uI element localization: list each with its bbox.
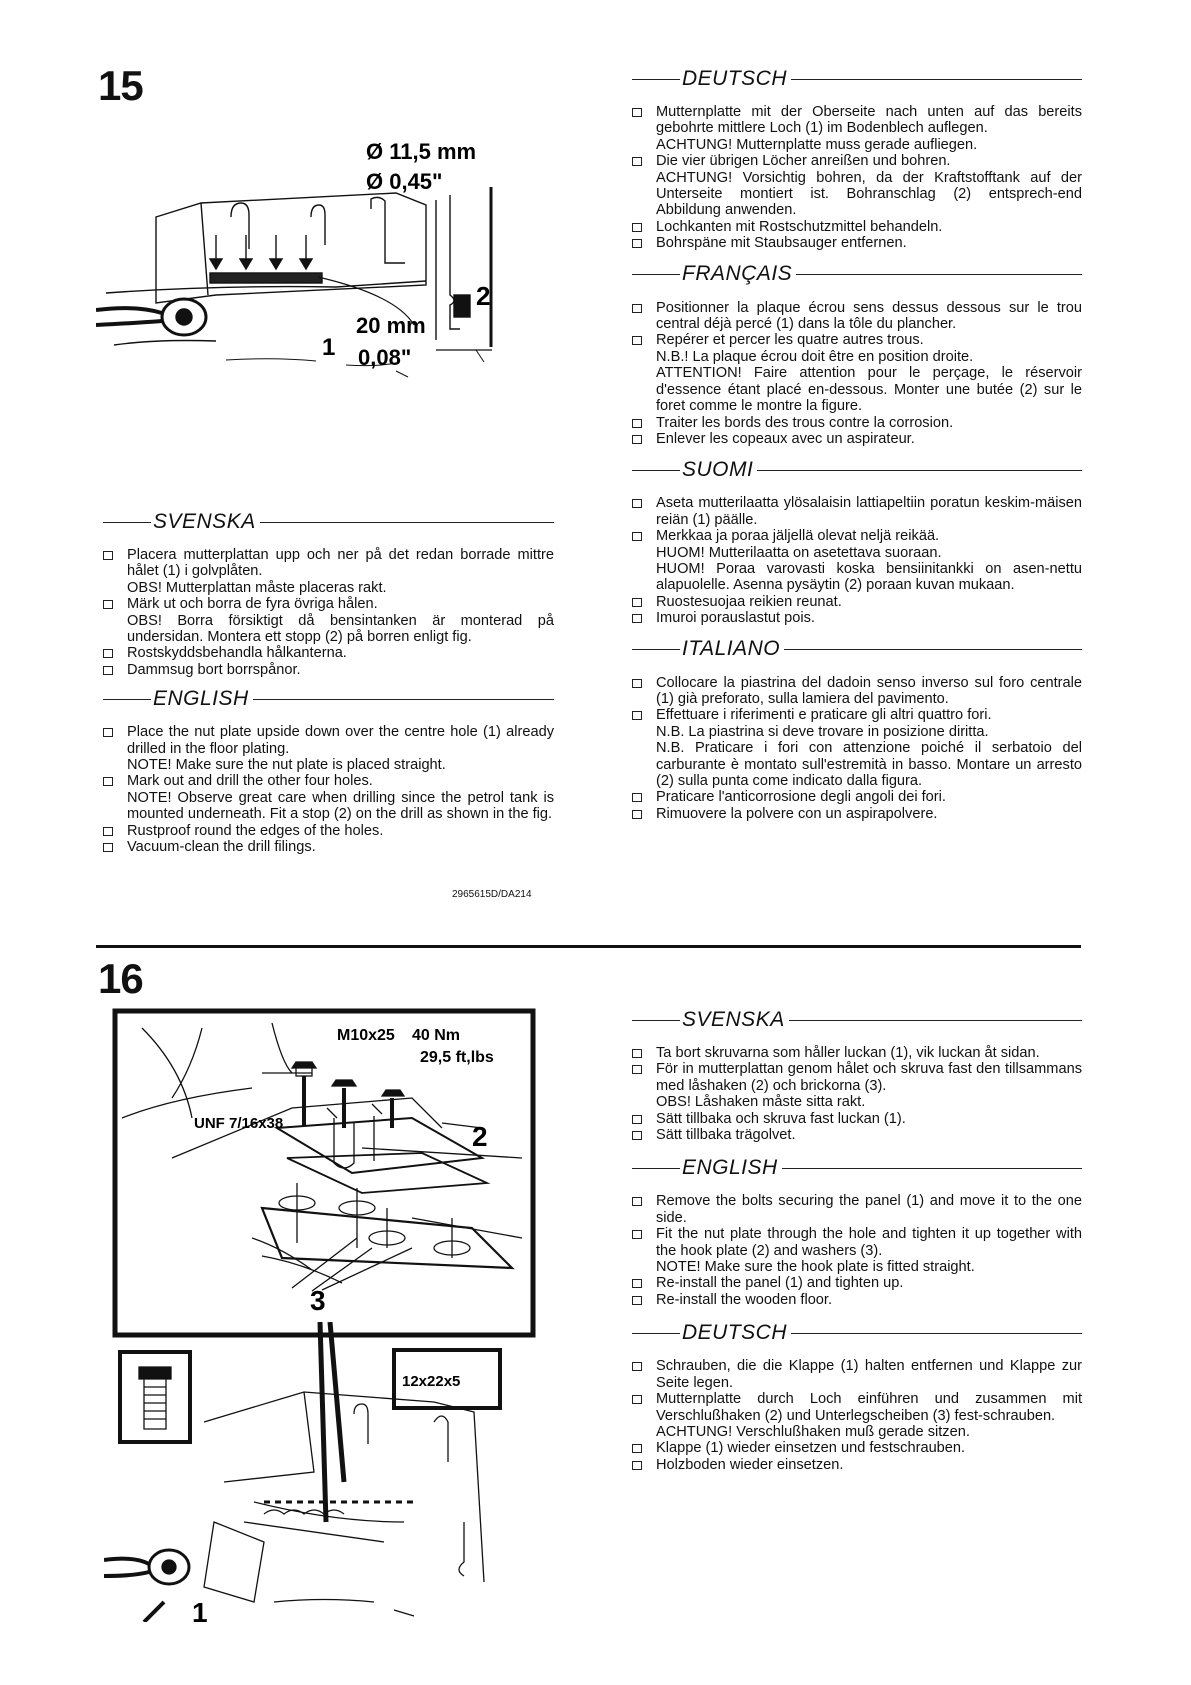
checkbox-icon xyxy=(632,1197,642,1206)
section-title: SUOMI xyxy=(682,458,754,482)
figure-15-drilling xyxy=(96,135,556,465)
list-item: Remove the bolts securing the panel (1) and move it to the one side. xyxy=(632,1193,1082,1226)
list-item: Vacuum-clean the drill filings. xyxy=(103,839,554,855)
figure-16-lower-assembly xyxy=(104,1322,534,1622)
checkbox-icon xyxy=(632,304,642,313)
list-item: Positionner la plaque écrou sens dessus dessous sur le trou central déjà percé (1) dans la tôle du plancher. xyxy=(632,300,1082,333)
list-item: Merkkaa ja poraa jäljellä olevat neljä reikää. HUOM! Mutterilaatta on asetettava suoraan. HUOM! Poraa varovasti koska bensiinitankki on asen-nettu alapuolelle. Asenna pysäytin (2) poraan kuvan mukaan. xyxy=(632,528,1082,594)
section-italiano xyxy=(632,637,1082,823)
drill-depth-mm: 20 mm xyxy=(356,313,426,338)
list-item: Effettuare i riferimenti e praticare gli altri quattro fori. N.B. La piastrina si deve trovare in posizione diritta. N.B. Praticare i fori con attenzione poiché il serbatoio del carburante è montato sull'estremità in basso. Montare un arresto (2) sulla punta come indicato dalla figura. xyxy=(632,707,1082,789)
checkbox-icon xyxy=(632,1362,642,1371)
drill-diameter-mm: Ø 11,5 mm xyxy=(366,139,477,164)
unf-spec-label: UNF 7/16x38 xyxy=(194,1115,284,1132)
drill-diameter-in: Ø 0,45" xyxy=(366,169,443,194)
checkbox-icon xyxy=(103,827,113,836)
list-item: Bohrspäne mit Staubsauger entfernen. xyxy=(632,235,1082,251)
callout-1: 1 xyxy=(322,334,336,361)
callout-1: 1 xyxy=(192,1597,208,1622)
list-item: Lochkanten mit Rostschutzmittel behandeln. xyxy=(632,219,1082,235)
section-title: DEUTSCH xyxy=(682,66,788,90)
checkbox-icon xyxy=(632,1230,642,1239)
step-divider xyxy=(96,945,1081,948)
checkbox-icon xyxy=(103,600,113,609)
checkbox-icon xyxy=(632,1115,642,1124)
drill-depth-in: 0,08" xyxy=(358,345,412,370)
checkbox-icon xyxy=(632,1279,642,1288)
step-number-15: 15 xyxy=(98,62,143,109)
checkbox-icon xyxy=(632,499,642,508)
list-item: För in mutterplattan genom hålet och skruva fast den tillsammans med låshaken (2) och brickorna (3). OBS! Låshaken måste sitta rakt. xyxy=(632,1061,1082,1110)
checkbox-icon xyxy=(632,1065,642,1074)
checkbox-icon xyxy=(632,336,642,345)
torque-ftlbs-label: 29,5 ft,lbs xyxy=(420,1049,494,1066)
list-item: Re-install the wooden floor. xyxy=(632,1292,1082,1308)
list-item: Sätt tillbaka trägolvet. xyxy=(632,1127,1082,1143)
section-suomi xyxy=(632,457,1082,626)
checkbox-icon xyxy=(632,1296,642,1305)
step15-right-column xyxy=(632,66,1082,828)
section-deutsch xyxy=(632,66,1082,252)
checkbox-icon xyxy=(632,1395,642,1404)
checkbox-icon xyxy=(632,614,642,623)
checkbox-icon xyxy=(103,843,113,852)
checkbox-icon xyxy=(632,1444,642,1453)
checkbox-icon xyxy=(632,239,642,248)
section-title: SVENSKA xyxy=(682,1007,785,1031)
list-item: Traiter les bords des trous contre la corrosion. xyxy=(632,415,1082,431)
checkbox-icon xyxy=(632,711,642,720)
section-title: FRANÇAIS xyxy=(682,262,793,286)
section-title: ENGLISH xyxy=(153,687,249,711)
step16-right-column xyxy=(632,1007,1082,1479)
checkbox-icon xyxy=(632,435,642,444)
checkbox-icon xyxy=(632,1461,642,1470)
checkbox-icon xyxy=(632,793,642,802)
list-item: Repérer et percer les quatre autres trous. N.B.! La plaque écrou doit être en position droite. ATTENTION! Faire attention pour le perçage, le réservoir d'essence étant placé en-dessous. Monter une butée (2) sur le foret comme le montre la figure. xyxy=(632,332,1082,414)
checkbox-icon xyxy=(632,810,642,819)
callout-2: 2 xyxy=(472,1121,488,1152)
checkbox-icon xyxy=(103,777,113,786)
list-item: Rustproof round the edges of the holes. xyxy=(103,823,554,839)
checkbox-icon xyxy=(632,108,642,117)
section-title: ENGLISH xyxy=(682,1156,778,1180)
section-english xyxy=(632,1155,1082,1308)
checkbox-icon xyxy=(103,666,113,675)
list-item: Enlever les copeaux avec un aspirateur. xyxy=(632,431,1082,447)
section-title: SVENSKA xyxy=(153,509,256,533)
section-title: DEUTSCH xyxy=(682,1321,788,1345)
checkbox-icon xyxy=(632,419,642,428)
section-svenska xyxy=(632,1007,1082,1143)
list-item: Schrauben, die die Klappe (1) halten entfernen und Klappe zur Seite legen. xyxy=(632,1358,1082,1391)
section-francais xyxy=(632,262,1082,448)
section-title: ITALIANO xyxy=(682,637,781,661)
checkbox-icon xyxy=(632,679,642,688)
list-item: Fit the nut plate through the hole and tighten it up together with the hook plate (2) and washers (3). NOTE! Make sure the hook plate is fitted straight. xyxy=(632,1226,1082,1275)
callout-2: 2 xyxy=(476,281,491,311)
checkbox-icon xyxy=(103,728,113,737)
list-item: Ta bort skruvarna som håller luckan (1), vik luckan åt sidan. xyxy=(632,1045,1082,1061)
step-number-16: 16 xyxy=(98,955,143,1002)
list-item: Holzboden wieder einsetzen. xyxy=(632,1457,1082,1473)
torque-nm-label: 40 Nm xyxy=(412,1027,461,1044)
checkbox-icon xyxy=(632,1049,642,1058)
bolt-spec-label: M10x25 xyxy=(337,1027,395,1044)
list-item: Ruostesuojaa reikien reunat. xyxy=(632,594,1082,610)
list-item: Märk ut och borra de fyra övriga hålen. OBS! Borra försiktigt då bensintanken är monterad på undersidan. Montera ett stopp (2) på borren enligt fig. xyxy=(103,596,554,645)
checkbox-icon xyxy=(103,551,113,560)
list-item: Die vier übrigen Löcher anreißen und bohren. ACHTUNG! Vorsichtig bohren, da der Kraftstofftank auf der Unterseite montiert ist. Bohranschlag (2) entsprech-end Abbildung anwenden. xyxy=(632,153,1082,219)
list-item: Mutternplatte mit der Oberseite nach unten auf das bereits gebohrte mittlere Loch (1) im Bodenblech auflegen. ACHTUNG! Mutternplatte muss gerade aufliegen. xyxy=(632,104,1082,153)
section-english xyxy=(103,686,554,855)
list-item: Imuroi porauslastut pois. xyxy=(632,610,1082,626)
list-item: Sätt tillbaka och skruva fast luckan (1). xyxy=(632,1111,1082,1127)
washer-spec-label: 12x22x5 xyxy=(402,1373,461,1390)
list-item: Rostskyddsbehandla hålkanterna. xyxy=(103,645,554,661)
checkbox-icon xyxy=(632,157,642,166)
list-item: Collocare la piastrina del dadoin senso inverso sul foro centrale (1) già preforato, sulla lamiera del pavimento. xyxy=(632,675,1082,708)
checkbox-icon xyxy=(632,223,642,232)
section-deutsch xyxy=(632,1320,1082,1473)
list-item: Mutternplatte durch Loch einführen und zusammen mit Verschlußhaken (2) und Unterlegscheiben (3) fest-schrauben. ACHTUNG! Verschlußhaken muß gerade sitzen. xyxy=(632,1391,1082,1440)
checkbox-icon xyxy=(103,649,113,658)
list-item: Re-install the panel (1) and tighten up. xyxy=(632,1275,1082,1291)
list-item: Rimuovere la polvere con un aspirapolvere. xyxy=(632,806,1082,822)
checkbox-icon xyxy=(632,532,642,541)
figure-16-upper-assembly xyxy=(112,1008,536,1338)
callout-3: 3 xyxy=(310,1285,326,1316)
checkbox-icon xyxy=(632,598,642,607)
list-item: Dammsug bort borrspånor. xyxy=(103,662,554,678)
section-svenska xyxy=(103,509,554,678)
list-item: Place the nut plate upside down over the centre hole (1) already drilled in the floor plating. NOTE! Make sure the nut plate is placed straight. xyxy=(103,724,554,773)
list-item: Placera mutterplattan upp och ner på det redan borrade mittre hålet (1) i golvplåten. OBS! Mutterplattan måste placeras rakt. xyxy=(103,547,554,596)
list-item: Praticare l'anticorrosione degli angoli dei fori. xyxy=(632,789,1082,805)
step15-left-column xyxy=(103,509,554,862)
document-code: 2965615D/DA214 xyxy=(452,889,532,900)
list-item: Klappe (1) wieder einsetzen und festschrauben. xyxy=(632,1440,1082,1456)
checkbox-icon xyxy=(632,1131,642,1140)
list-item: Mark out and drill the other four holes. NOTE! Observe great care when drilling since the petrol tank is mounted underneath. Fit a stop (2) on the drill as shown in the fig. xyxy=(103,773,554,822)
list-item: Aseta mutterilaatta ylösalaisin lattiapeltiin poratun keskim-mäisen reiän (1) päälle. xyxy=(632,495,1082,528)
